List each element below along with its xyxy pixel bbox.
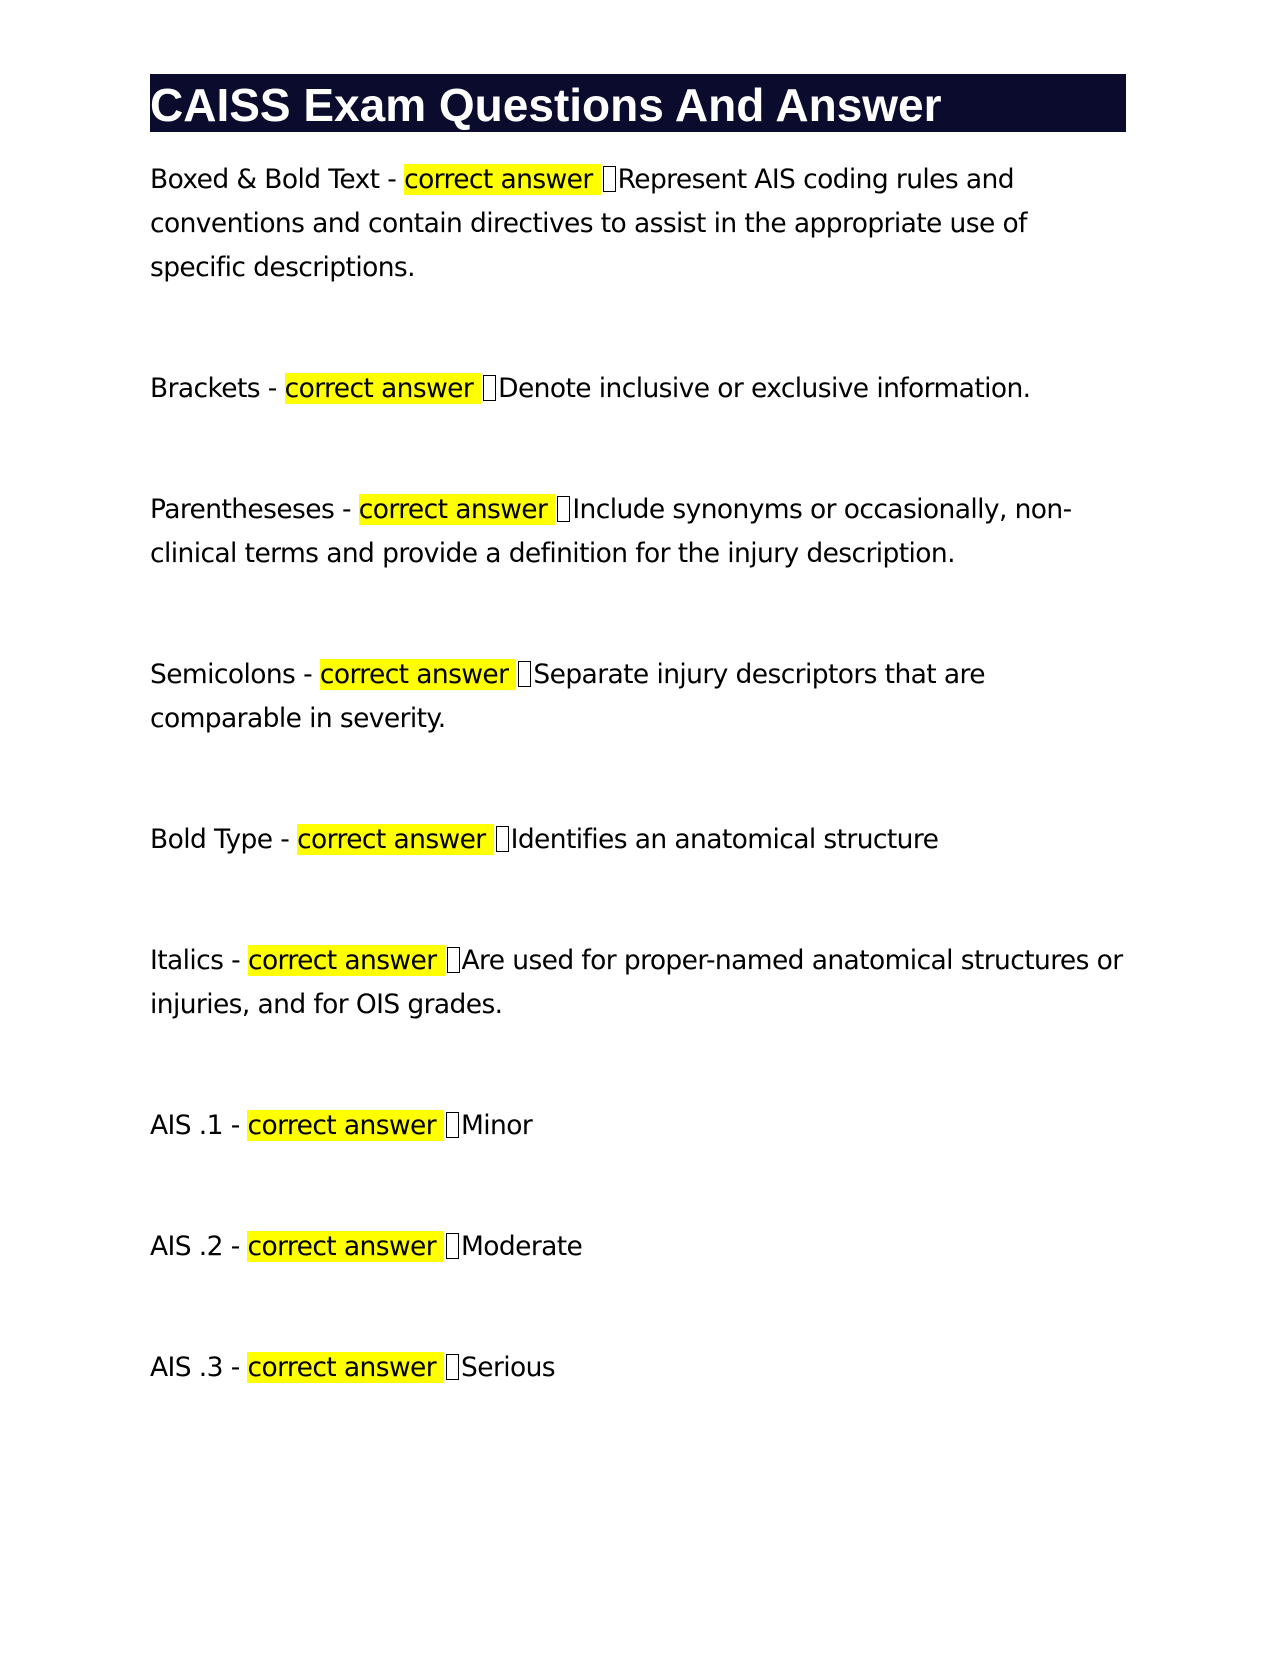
entry-term: AIS .2 - [150, 1231, 248, 1262]
qa-entry [150, 1104, 1126, 1148]
missing-glyph-icon [446, 1233, 459, 1259]
qa-entry [150, 653, 1126, 741]
missing-glyph-icon [446, 1354, 459, 1380]
missing-glyph-icon [447, 947, 460, 973]
qa-entry [150, 1225, 1126, 1269]
missing-glyph-icon [446, 1112, 459, 1138]
entry-term: Italics - [150, 945, 248, 976]
answer-marker: correct answer [285, 373, 482, 404]
entry-term: Semicolons - [150, 659, 320, 690]
document-page [150, 74, 1126, 1390]
qa-entry [150, 367, 1126, 411]
answer-marker: correct answer [404, 164, 601, 195]
qa-entry [150, 1346, 1126, 1390]
document-title: CAISS Exam Questions And Answer [150, 74, 1126, 132]
answer-marker: correct answer [359, 494, 556, 525]
entry-term: AIS .1 - [150, 1110, 248, 1141]
entry-term: Parentheseses - [150, 494, 359, 525]
qa-entry [150, 488, 1126, 576]
entry-term: Brackets - [150, 373, 285, 404]
answer-marker: correct answer [247, 1110, 444, 1141]
entry-answer: Separate injury descriptors that are comparable in severity. [150, 659, 985, 734]
entry-term: AIS .3 - [150, 1352, 248, 1383]
missing-glyph-icon [603, 166, 616, 192]
answer-marker: correct answer [320, 659, 517, 690]
entry-answer: Represent AIS coding rules and conventions and contain directives to assist in the appropriate use of specific descriptions. [150, 164, 1027, 283]
entry-answer: Denote inclusive or exclusive information. [498, 373, 1031, 404]
missing-glyph-icon [483, 375, 496, 401]
entry-answer: Serious [461, 1352, 556, 1383]
qa-entry [150, 158, 1126, 290]
missing-glyph-icon [518, 661, 531, 687]
missing-glyph-icon [496, 826, 509, 852]
entry-term: Boxed & Bold Text - [150, 164, 405, 195]
qa-list [150, 158, 1126, 1390]
entry-answer: Moderate [461, 1231, 583, 1262]
entry-answer: Minor [461, 1110, 533, 1141]
answer-marker: correct answer [247, 1352, 444, 1383]
answer-marker: correct answer [248, 945, 445, 976]
entry-answer: Include synonyms or occasionally, non-clinical terms and provide a definition for the injury description. [150, 494, 1072, 569]
answer-marker: correct answer [297, 824, 494, 855]
answer-marker: correct answer [247, 1231, 444, 1262]
qa-entry [150, 939, 1126, 1027]
entry-answer: Identifies an anatomical structure [510, 824, 939, 855]
missing-glyph-icon [557, 496, 570, 522]
entry-answer: Are used for proper-named anatomical structures or injuries, and for OIS grades. [150, 945, 1123, 1020]
qa-entry [150, 818, 1126, 862]
entry-term: Bold Type - [150, 824, 298, 855]
